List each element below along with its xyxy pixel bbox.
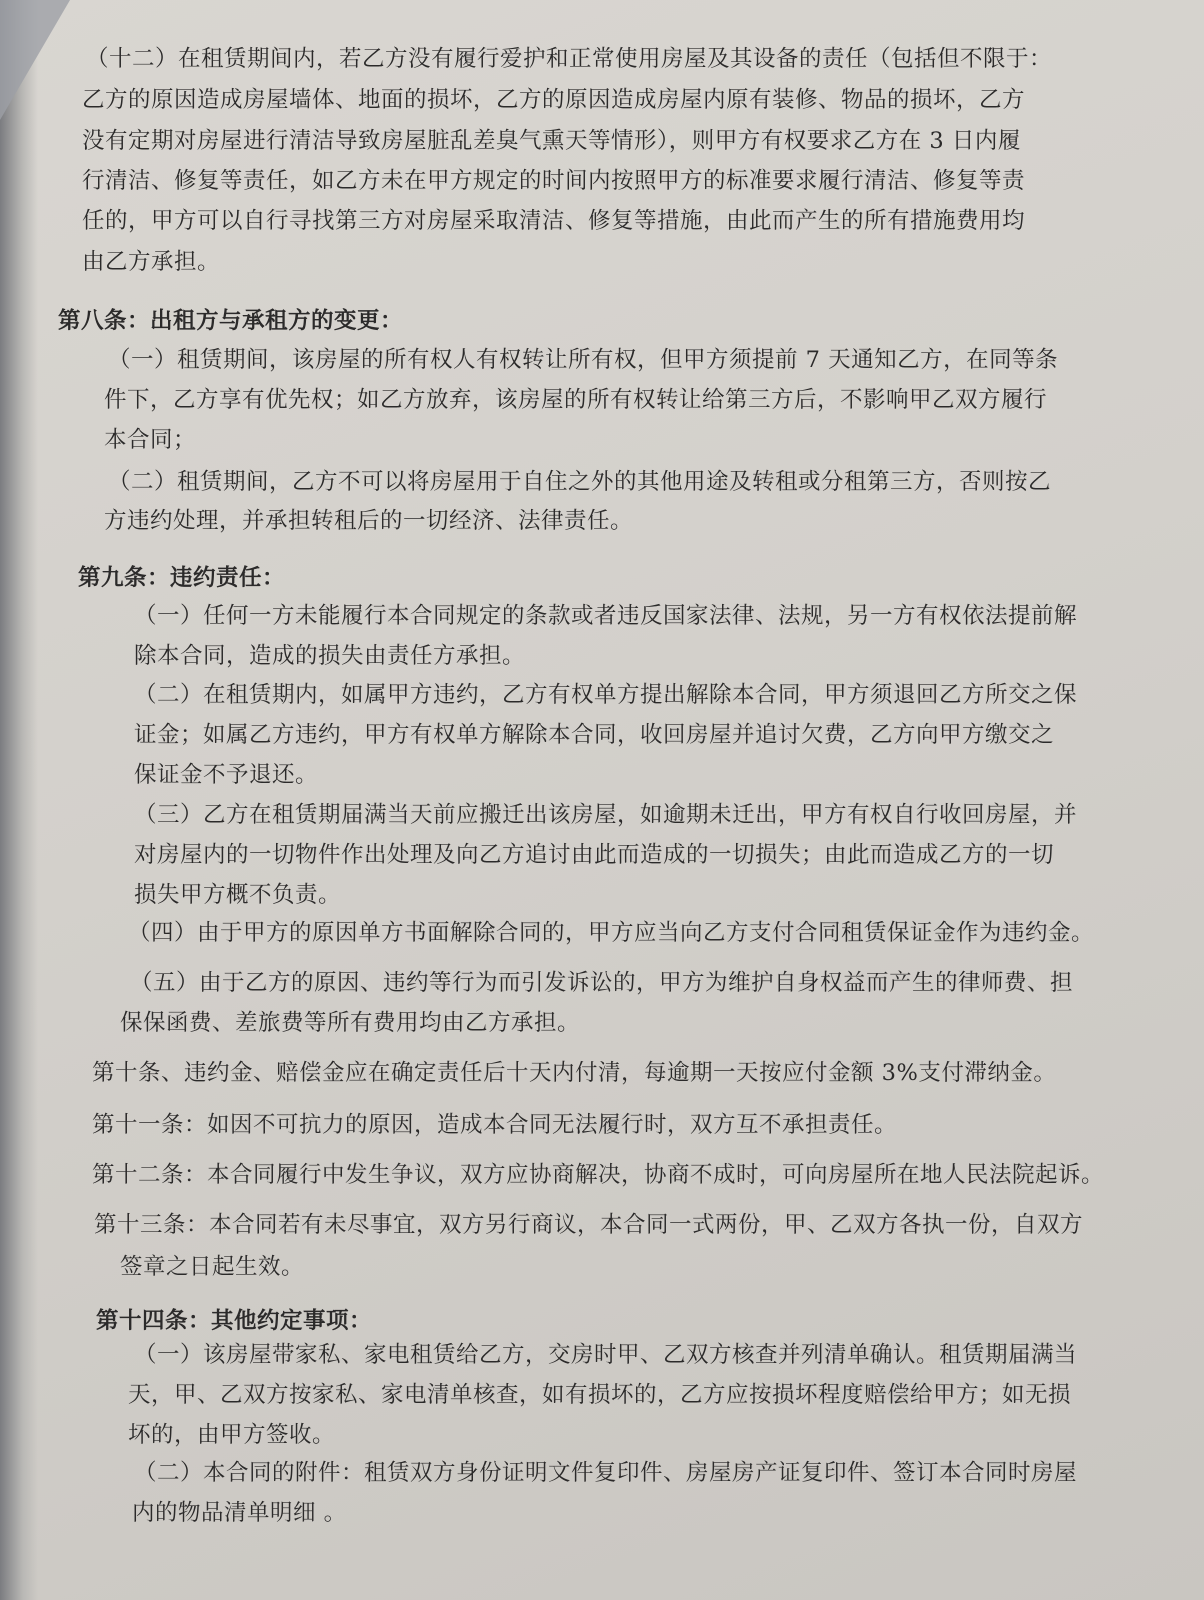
clause-14-item-2-line-2: 内的物品清单明细 。 [132,1500,347,1526]
clause-9-item-5-line-2: 保保函费、差旅费等所有费用均由乙方承担。 [120,1010,581,1036]
clause-14-item-1-line-2: 天，甲、乙双方按家私、家电清单核查，如有损坏的，乙方应按损坏程度赔偿给甲方；如无损 [128,1382,1072,1408]
clause-9-item-3-line-3: 损失甲方概不负责。 [134,882,342,908]
clause-10: 第十条、违约金、赔偿金应在确定责任后十天内付清，每逾期一天按应付金额 3%支付滞纳金。 [92,1060,1057,1086]
clause-8-heading: 第八条：出租方与承租方的变更： [58,308,404,334]
clause-7-item-12-line-4: 行清洁、修复等责任，如乙方未在甲方规定的时间内按照甲方的标准要求履行清洁、修复等责 [82,168,1026,194]
clause-9-item-2-line-1: （二）在租赁期内，如属甲方违约，乙方有权单方提出解除本合同，甲方须退回乙方所交之保 [134,682,1078,708]
clause-9-item-1-line-2: 除本合同，造成的损失由责任方承担。 [134,643,526,669]
clause-7-item-12-line-6: 由乙方承担。 [82,249,221,275]
clause-9-item-2-line-2: 证金；如属乙方违约，甲方有权单方解除本合同，收回房屋并追讨欠费，乙方向甲方缴交之 [134,722,1055,748]
clause-8-item-1-line-3: 本合同； [104,427,197,453]
clause-9-item-5-line-1: （五）由于乙方的原因、违约等行为而引发诉讼的，甲方为维护自身权益而产生的律师费、担 [130,970,1074,996]
clause-8-item-2-line-1: （二）租赁期间，乙方不可以将房屋用于自住之外的其他用途及转租或分租第三方，否则按乙 [108,469,1052,495]
clause-9-item-3-line-2: 对房屋内的一切物件作出处理及向乙方追讨由此而造成的一切损失；由此而造成乙方的一切 [134,842,1055,868]
clause-7-item-12-line-1: （十二）在租赁期间内，若乙方没有履行爱护和正常使用房屋及其设备的责任（包括但不限于： [86,46,1053,72]
clause-7-item-12-line-5: 任的，甲方可以自行寻找第三方对房屋采取清洁、修复等措施，由此而产生的所有措施费用均 [82,208,1026,234]
clause-14-item-1-line-1: （一）该房屋带家私、家电租赁给乙方，交房时甲、乙双方核查并列清单确认。租赁期届满当 [134,1342,1078,1368]
clause-11: 第十一条：如因不可抗力的原因，造成本合同无法履行时，双方互不承担责任。 [92,1112,898,1138]
clause-9-item-4-line-1: （四）由于甲方的原因单方书面解除合同的，甲方应当向乙方支付合同租赁保证金作为违约金。 [128,920,1095,946]
clause-12: 第十二条：本合同履行中发生争议，双方应协商解决，协商不成时，可向房屋所在地人民法院起诉。 [92,1162,1105,1188]
clause-9-item-1-line-1: （一）任何一方未能履行本合同规定的条款或者违反国家法律、法规，另一方有权依法提前解 [134,603,1078,629]
clause-14-item-2-line-1: （二）本合同的附件：租赁双方身份证明文件复印件、房屋房产证复印件、签订本合同时房屋 [134,1460,1078,1486]
clause-13-line-2: 签章之日起生效。 [120,1254,305,1280]
clause-13-line-1: 第十三条：本合同若有未尽事宜，双方另行商议，本合同一式两份，甲、乙双方各执一份，自双方 [94,1212,1084,1238]
clause-14-item-1-line-3: 坏的，由甲方签收。 [128,1422,336,1448]
clause-8-item-1-line-1: （一）租赁期间，该房屋的所有权人有权转让所有权，但甲方须提前 7 天通知乙方，在同等条 [108,347,1059,373]
clause-14-heading: 第十四条：其他约定事项： [96,1308,373,1334]
clause-9-heading: 第九条：违约责任： [78,565,286,591]
clause-8-item-1-line-2: 件下，乙方享有优先权；如乙方放弃，该房屋的所有权转让给第三方后，不影响甲乙双方履行 [104,387,1048,413]
clause-9-item-3-line-1: （三）乙方在租赁期届满当天前应搬迁出该房屋，如逾期未迁出，甲方有权自行收回房屋，并 [134,802,1078,828]
clause-9-item-2-line-3: 保证金不予退还。 [134,762,319,788]
clause-7-item-12-line-3: 没有定期对房屋进行清洁导致房屋脏乱差臭气熏天等情形），则甲方有权要求乙方在 3 日内履 [82,128,1021,154]
clause-8-item-2-line-2: 方违约处理，并承担转租后的一切经济、法律责任。 [104,508,634,534]
clause-7-item-12-line-2: 乙方的原因造成房屋墙体、地面的损坏，乙方的原因造成房屋内原有装修、物品的损坏，乙方 [82,87,1026,113]
